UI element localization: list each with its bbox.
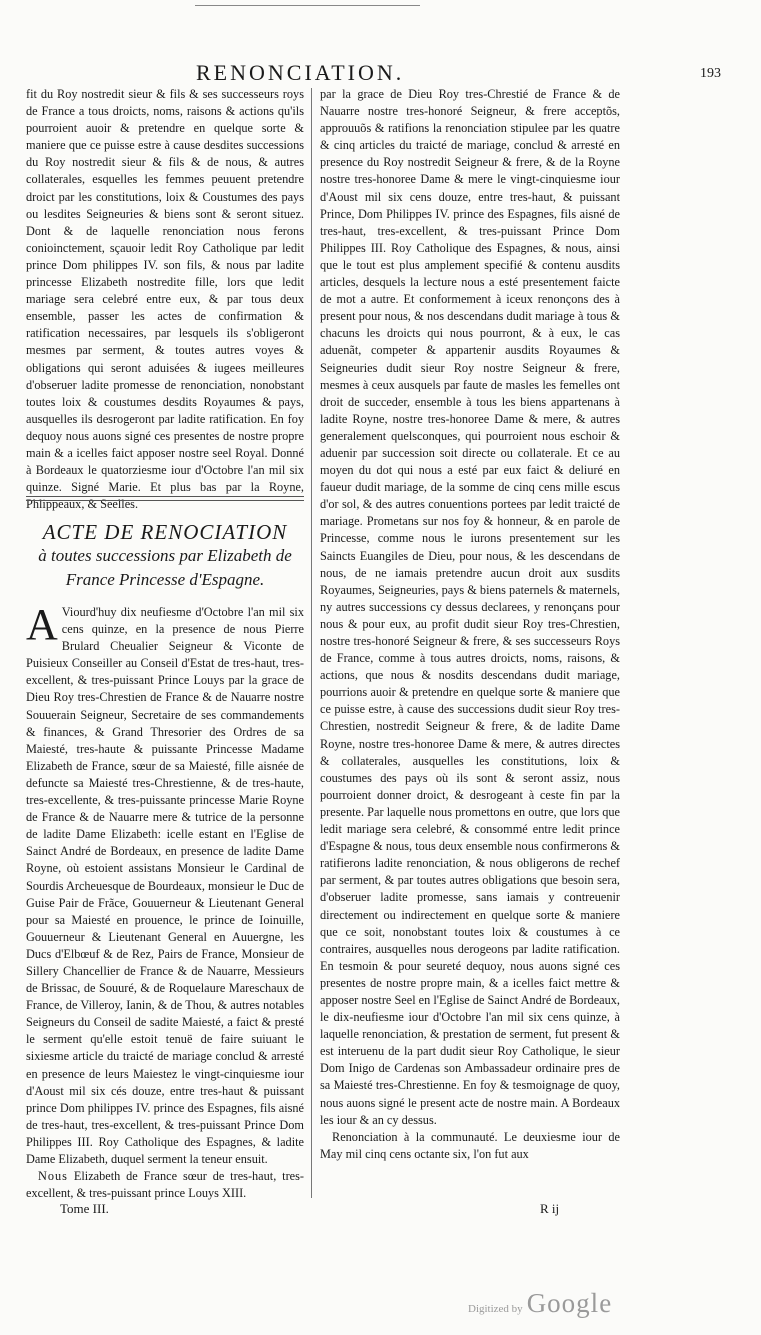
top-rule (195, 0, 420, 6)
left-column (26, 86, 304, 513)
google-watermark (468, 1288, 612, 1319)
right-paragraph-2: Renonciation à la communauté. Le deuxiesme iour de May mil cinq cens octante six, l'on fut aux (320, 1129, 620, 1161)
nous-word: Nous (38, 1169, 68, 1184)
signature-mark: R ij (540, 1201, 560, 1216)
drop-cap: A (26, 600, 58, 649)
right-paragraph-1: par la grace de Dieu Roy tres-Chrestié de France & de Nauarre nostre tres-honoré Seigneur, & frere acceptõs, approuuõs & ratifions la renonciation stipulee par les quatre & cinq articles du traicté de mariage, conclud & arresté en presence du Roy nostredit Seigneur & frere, & de la Royne nostre tres-honoree Dame & mere le vingt-cinquiesme iour d'Aoust mil six cens douze, entre tres-haut, & puissant Prince, Dom Philippes IV. prince des Espagnes, fils aisné de tres-haut, tres-excellent, & tres-puissant Prince Dom Philippes III. Roy Catholique des Espagnes, & nous, ainsi que le tout est plus amplement specifié & contenu ausdits articles, desquels la lecture nous a esté presentement faicte de mot a autre. Et conformement à iceux renonçons des à present pour nous, & nos descendans dudit mariage à tous & chacuns les droicts qui nous pourront, & à eux, le cas aduenãt, competer & appartenir ausdits Royaumes & Seigneuries dudit sieur Roy nostre Seigneur & frere, mesmes à ceux ausquels par faute de masles les femelles ont droit de succeder, ensemble à tous les biens appartenans à ladite Royne, nostre tres-honoree Dame & mere, & autres generalement quelsconques, qui pourroient nous eschoir & aduenir par succession soit directe ou collaterale. Et ce au moyen du dot qui nous a esté par eux faict & deliuré en faueur dudit mariage, de la somme de cinq cens mille escus d'or sol, & des autres conuentions portees par ledit traicté de mariage. Prometans sur nos foy & honneur, & en parole de Princesse, comme nous le iurons presentement sur les Saincts Euangiles de Dieu, pour nous, & les descendans de nous, de ne iamais pretendre aucun droit aux susdits Royaumes, Seigneuries, pays & biens paternels & maternels, ny autres successions cy dessus declarees, y renonçans pour nous & pour eux, au profit dudit sieur Roy tres-Chrestien, nostre tres-honoré Seigneur & frere, & ses successeurs Roys de France, comme à tous autres droicts, noms, raisons, & actions, que nous & nosdits descendans dudit mariage, pourrions auoir & pretendre en quelque sorte & maniere que ce puisse estre, à cause des successions dudit sieur Roy tres-Chrestien, nostredit Seigneur & frere, & de ladite Dame Royne, nostre tres-honoree Dame & mere, & autres directes & collaterales, ausquelles les constitutions, loix & coustumes des pays où ils sont & seront assiz, nous pourroient donner droict, & desrogeant à ceste fin par la presente. Par laquelle nous promettons en outre, que lors que ledit mariage sera celebré, & consommé entre ledit prince d'Espagne & nous, tous deux ensemble nous confirmerons & ratifierons ladite renonciation, & nous obligerons de rechef par serment, & par toutes autres obligations que besoin sera, d'obseruer ladite promesse, sans iamais y contreuenir directement ou indirectement en quelque sorte & maniere que ce soit, nonobstant toutes loix & coustumes à ce contraires, ausquelles nous derogeons par ladite ratification. En tesmoin & pour seureté dequoy, nous auons signé ces presentes de nostre propre main, & a icelles faict mettre & apposer nostre Seel en l'Eglise de Sainct André de Bordeaux, le dix-neufiesme iour d'Octobre l'an mil six cens quinze, à laquelle renonciation, & prestation de serment, fut present & est interuenu de la part dudit sieur Roy Catholique, le sieur Dom Inigo de Cardenas son Ambassadeur ordinaire pres de sa Maiesté tres-Chrestienne. En foy & tesmoignage de quoy, nous auons signé le present acte de nostre main. A Bordeaux les iour & an cy dessus. (320, 87, 620, 1127)
acte-title-line2: à toutes successions par Elizabeth de France Princesse d'Espagne. (38, 546, 292, 589)
page-number: 193 (700, 66, 721, 81)
left-paragraph: fit du Roy nostredit sieur & fils & ses successeurs roys de France a tous droicts, noms, raisons & actions qu'ils pourroient auoir & pretendre en quelque sorte & maniere que ce puisse estre à cause desdites successions du Roy nostredit sieur & fils & de nous, & autres collaterales, esquelles les femmes peuuent pretendre droict par les constitutions, loix & Coustumes des pays ou lesdites Seigneuries & biens sont & seront situez. Dont & de laquelle renonciation nous ferons conioinctement, sçauoir ledit Roy Catholique par ledit prince Dom philippes IV. son fils, & nous par ladite princesse Elizabeth nostredite fille, lors que ledit mariage sera celebré entre eux, & par tous deux ensemble, passer les actes de confirmation & ratification necessaires, par lesquels ils s'obligeront mesmes par serment, & toutes autres voyes & obligations qui seront aduisées & iugees meilleures d'obseruer ladite promesse de renonciation, nonobstant toutes loix & coustumes desdits Royaumes & pays, ausquelles ils desrogeront par ladite ratification. En foy dequoy nous auons signé ces presentes de nostre propre main & a icelles faict apposer nostre seel Royal. Donné à Bordeaux le quatorziesme iour d'Octobre l'an mil six quinze. Signé Marie. Et plus bas par la Royne, Phlippeaux, & Seelles. (26, 87, 304, 512)
column-divider (311, 88, 312, 1198)
tome-label: Tome III. (60, 1201, 109, 1216)
acte-title-line1: ACTE DE RENOCIATION (42, 520, 288, 544)
right-column (320, 86, 620, 1163)
section-rule (26, 496, 304, 501)
acte-paragraph-1: Viourd'huy dix neufiesme d'Octobre l'an mil six cens quinze, en la presence de nous Pierre Brulard Cheualier Seigneur & Viconte de Puisieux Conseiller au Conseil d'Estat de tres-haut, tres-excellent, & tres-puissant Prince Louys par la grace de Dieu Roy tres-Chrestien de France & de Nauarre nostre Souuerain Seigneur, Secretaire de ses commandements & finances, & Grand Thresorier des Ordres de sa Maiesté, tres-haute & puissante Princesse Madame Elizabeth de France, sœur de sa Maiesté, fille aisnée de defuncte sa Maiesté tres-Chrestienne, & de tres-haute, tres-excellente, & tres-puissante princesse Marie Royne de France & de Nauarre mere & tutrice de la personne de ladite Dame Elizabeth: icelle estant en l'Eglise de Sainct André de Bordeaux, en presence de ladite Dame Royne, où estoient assistans Monsieur le Cardinal de Sourdis Archeuesque de Bourdeaux, monsieur le Duc de Guise Pair de Frãce, Gouuerneur & Lieutenant General pour sa Maiesté en prouence, le prince de Ioinuille, Gouuerneur & Lieutenant General en Auuergne, les Ducs d'Elbœuf & de Rez, Pairs de France, Monsieur de Sillery Chancellier de France & de Nauarre, Messieurs de Brissac, de Souuré, & de Roquelaure Mareschaux de France, de Villeroy, Ianin, & de Thou, & autres notables Seigneurs du Conseil de sadite Maiesté, a faict & presté le serment qu'elle estoit tenuë de faire suiuant le sixiesme article du traicté de mariage conclud & arresté en presence de leurs Maiestez le vingt-cinquiesme iour d'Aoust mil six cés douze, entre tres-haut & puissant prince Dom philippes IV. prince des Espagnes, fils aisné de tres-haut, tres-excellent, & tres-puissant Prince Dom Philippes III. Roy Catholique des Espagnes, & ladite Dame Elizabeth, duquel serment la teneur ensuit. (26, 605, 304, 1166)
acte-heading (26, 520, 304, 592)
acte-paragraph-2: Elizabeth de France sœur de tres-haut, tres-excellent, & tres-puissant prince Louys XIII. (26, 1169, 304, 1201)
digitized-by-label: Digitized by (468, 1303, 523, 1315)
acte-body (26, 600, 304, 1202)
google-logo: Google (526, 1288, 613, 1318)
page-header (0, 56, 761, 86)
running-title: RENONCIATION. (196, 60, 405, 85)
